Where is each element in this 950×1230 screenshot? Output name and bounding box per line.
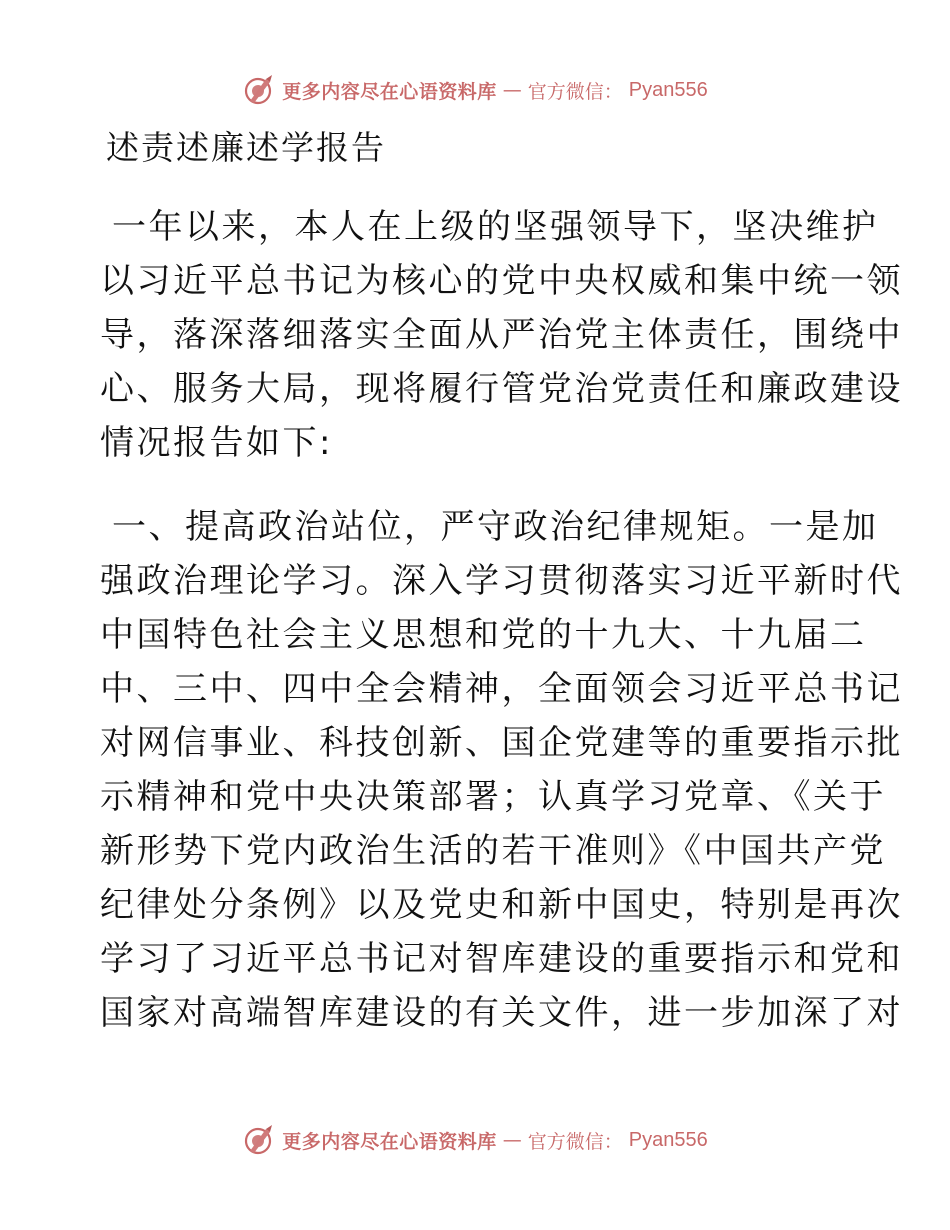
- paragraph-line: 国家对高端智库建设的有关文件，进一步加深了对: [100, 993, 903, 1033]
- paragraph-line: 新形势下党内政治生活的若干准则》《中国共产党: [100, 831, 886, 871]
- document-title: 述责述廉述学报告: [106, 128, 386, 167]
- footer-banner: [0, 1120, 950, 1160]
- paragraph-section-one: [100, 500, 903, 1040]
- paragraph-line: 中国特色社会主义思想和党的十九大、十九届二: [100, 615, 867, 655]
- paragraph-line: 情况报告如下:: [100, 423, 333, 463]
- banner-separator: —: [502, 79, 522, 101]
- banner-wechat-handle: Pyan556: [628, 1128, 708, 1151]
- paragraph-line: 导，落深落细落实全面从严治党主体责任，围绕中: [100, 315, 903, 355]
- paragraph-line: 一、提高政治站位，严守政治纪律规矩。一是加: [112, 507, 879, 547]
- banner-separator: —: [502, 1129, 522, 1151]
- paragraph-line: 以习近平总书记为核心的党中央权威和集中统一领: [100, 261, 903, 301]
- paragraph-line: 心、服务大局，现将履行管党治党责任和廉政建设: [100, 369, 903, 409]
- paragraph-line: 示精神和党中央决策部署；认真学习党章、《关于: [100, 777, 886, 817]
- banner-wechat-label: 官方微信：: [527, 80, 623, 103]
- paragraph-line: 学习了习近平总书记对智库建设的重要指示和党和: [100, 939, 903, 979]
- paragraph-line: 对网信事业、科技创新、国企党建等的重要指示批: [100, 723, 903, 763]
- header-banner: [0, 70, 950, 110]
- paragraph-intro: [100, 200, 903, 470]
- paragraph-line: 中、三中、四中全会精神，全面领会习近平总书记: [100, 669, 903, 709]
- quill-pen-circle-icon: [242, 1123, 276, 1157]
- banner-brand-text: 更多内容尽在心语资料库: [282, 1130, 497, 1153]
- paragraph-line: 纪律处分条例》以及党史和新中国史，特别是再次: [100, 885, 903, 925]
- paragraph-line: 一年以来，本人在上级的坚强领导下，坚决维护: [112, 207, 879, 247]
- quill-pen-circle-icon: [242, 73, 276, 107]
- banner-wechat-label: 官方微信：: [527, 1130, 623, 1153]
- banner-wechat-handle: Pyan556: [628, 78, 708, 101]
- paragraph-line: 强政治理论学习。深入学习贯彻落实习近平新时代: [100, 561, 903, 601]
- banner-brand-text: 更多内容尽在心语资料库: [282, 80, 497, 103]
